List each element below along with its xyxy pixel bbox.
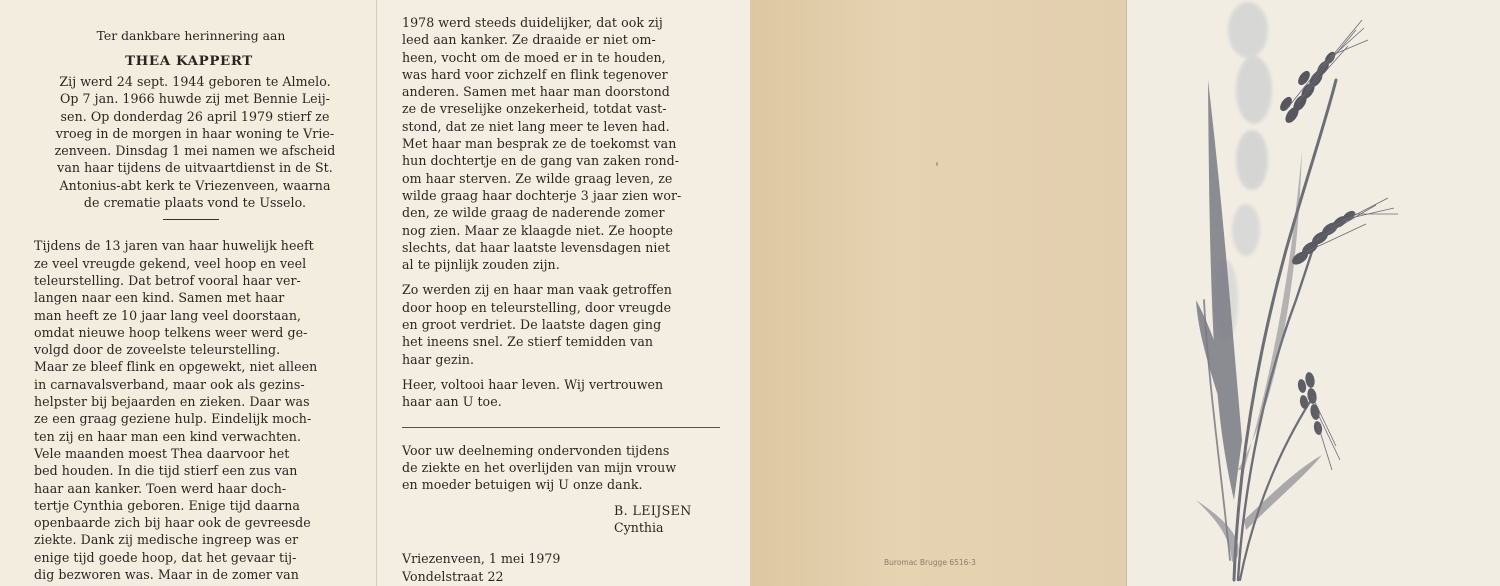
text-line: slechts, dat haar laatste levensdagen niet [402, 239, 671, 255]
story-line: tertje Cynthia geboren. Enige tijd daarna [34, 497, 300, 513]
text-line: al te pijnlijk zouden zijn. [402, 257, 560, 273]
story-line: man heeft ze 10 jaar lang veel doorstaan, [34, 307, 302, 323]
signature-child: Cynthia [614, 520, 664, 536]
text-line: de ziekte en het overlijden van mijn vrouw [402, 459, 677, 475]
bio-line: sen. Op donderdag 26 april 1979 stierf ze [60, 108, 330, 124]
story-line: openbaarde zich bij haar ook de gevreesde [34, 515, 311, 531]
text-line: heen, vocht om de moed er in te houden, [402, 49, 666, 65]
text-line: Met haar man besprak ze de toekomst van [402, 136, 677, 152]
text-line: anderen. Samen met haar man doorstond [402, 84, 670, 100]
thanks-paragraph [402, 442, 728, 494]
text-line: was hard voor zichzelf en flink tegenover [402, 66, 668, 82]
paper-speck [936, 162, 938, 166]
wheat-ear-middle [1290, 209, 1357, 268]
wheat-awns-middle [1306, 198, 1398, 252]
address: Vondelstraat 22 [402, 568, 504, 584]
text-line: ze de vreselijke onzekerheid, totdat vast- [402, 101, 667, 117]
divider [163, 219, 219, 220]
hope-paragraph [402, 281, 728, 367]
panel-left [0, 0, 376, 586]
bio-line: de crematie plaats vond te Usselo. [83, 195, 307, 211]
story-paragraph [34, 237, 356, 583]
text-line: haar gezin. [402, 351, 474, 367]
story-line: ziekte. Dank zij medische ingreep was er [34, 532, 299, 548]
story-line: ze veel vreugde gekend, veel hoop en veel [34, 255, 307, 271]
story-line: langen naar een kind. Samen met haar [34, 290, 285, 306]
text-line: Voor uw deelneming ondervonden tijdens [402, 442, 670, 458]
text-line: 1978 werd steeds duidelijker, dat ook zij [402, 15, 663, 30]
bio-paragraph [34, 73, 356, 211]
story-line: haar aan kanker. Toen werd haar doch- [34, 480, 287, 496]
story-line: bed houden. In die tijd stierf een zus van [34, 463, 298, 479]
text-line: leed aan kanker. Ze draaide er niet om- [402, 32, 656, 48]
fold-line [376, 0, 377, 586]
fold-line [1126, 0, 1127, 586]
story-line: helpster bij bejaarden en zieken. Daar was [34, 394, 310, 410]
signature-name: B. LEIJSEN [614, 503, 692, 519]
text-line: en groot verdriet. De laatste dagen ging [402, 317, 662, 333]
deceased-name: THEA KAPPERT [125, 53, 253, 69]
story-line: in carnavalsverband, maar ook als gezins- [34, 376, 305, 392]
text-line: wilde graag haar dochterje 3 jaar zien wor- [402, 187, 682, 203]
text-line: het ineens snel. Ze stierf temidden van [402, 334, 654, 350]
divider [402, 427, 720, 428]
story-line: Tijdens de 13 jaren van haar huwelijk heeft [34, 238, 314, 254]
text-line: stond, dat ze niet lang meer te leven had. [402, 118, 670, 134]
story-line: ze een graag geziene hulp. Eindelijk moch- [34, 411, 312, 427]
bio-line: Antonius-abt kerk te Vriezenveen, waarna [59, 177, 331, 193]
fold-line [750, 0, 751, 586]
story-line: volgd door de zoveelste teleurstelling. [34, 342, 281, 358]
bio-line: van haar tijdens de uitvaartdienst in de St. [57, 160, 333, 176]
text-line: den, ze wilde graag de naderende zomer [402, 205, 665, 221]
bio-line: Op 7 jan. 1966 huwde zij met Bennie Leij- [59, 91, 330, 107]
text-line: en moeder betuigen wij U onze dank. [402, 477, 643, 493]
story-line: Vele maanden moest Thea daarvoor het [34, 445, 290, 461]
text-line: haar aan U toe. [402, 394, 502, 410]
story-line: Maar ze bleef flink en opgewekt, niet alleen [34, 359, 318, 375]
text-line: Zo werden zij en haar man vaak getroffen [402, 282, 672, 298]
text-line: hun dochtertje en de gang van zaken rond- [402, 153, 680, 169]
wheat-awns-upper [1286, 20, 1368, 110]
text-line: om haar sterven. Ze wilde graag leven, ze [402, 170, 673, 186]
bio-line: zenveen. Dinsdag 1 mei namen we afscheid [54, 143, 336, 159]
story-line: ten zij en haar man een kind verwachten. [34, 428, 302, 444]
story-line: teleurstelling. Dat betrof vooral haar ver- [34, 272, 301, 288]
story-line: dig bezworen was. Maar in de zomer van [34, 567, 299, 583]
bio-line: vroeg in de morgen in haar woning te Vrie- [55, 125, 335, 141]
story-line: omdat nieuwe hoop telkens weer werd ge- [34, 324, 308, 340]
text-line: Heer, voltooi haar leven. Wij vertrouwen [402, 376, 664, 392]
panel-front-cover [1126, 0, 1500, 586]
wheat-ears-illustration [1126, 0, 1500, 586]
story-line: enige tijd goede hoop, dat het gevaar tij- [34, 549, 297, 565]
continuation-paragraph [402, 14, 728, 273]
prayer-paragraph [402, 376, 728, 411]
panel-back [750, 0, 1126, 586]
intro-text: Ter dankbare herinnering aan [96, 28, 286, 43]
bio-line: Zij werd 24 sept. 1944 geboren te Almelo. [59, 74, 331, 89]
text-line: nog zien. Maar ze klaagde niet. Ze hoopte [402, 222, 674, 238]
place-date: Vriezenveen, 1 mei 1979 [402, 551, 561, 567]
printer-imprint: Buromac Brugge 6516-3 [884, 558, 976, 567]
text-line: door hoop en teleurstelling, door vreugde [402, 299, 672, 315]
panel-center-left [376, 0, 750, 586]
